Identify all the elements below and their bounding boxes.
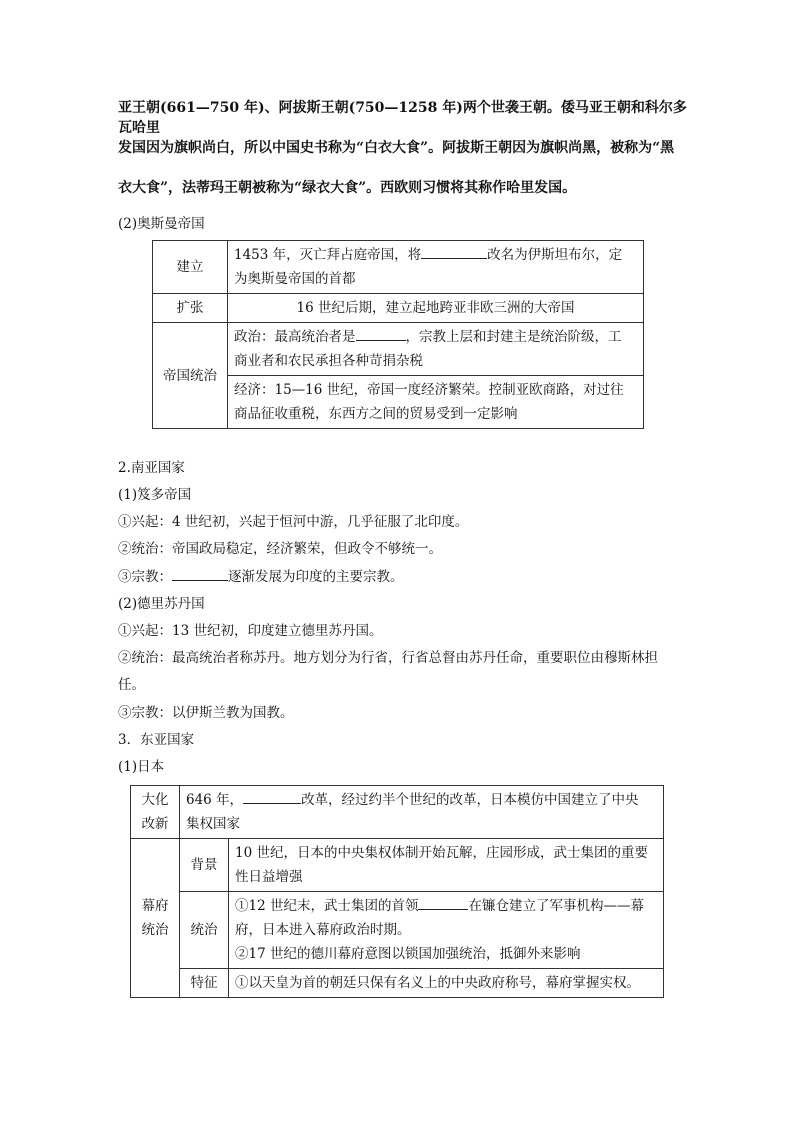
cell-text: 在镰仓建立了军事机构——幕 [468,898,644,914]
delhi-item-1: ①兴起：13 世纪初，印度建立德里苏丹国。 [118,623,383,639]
cell-text: 性日益增强 [235,869,303,885]
intro-line-1: 亚王朝(661—750 年)、阿拔斯王朝(750—1258 年)两个世袭王朝。倭马亚王朝和科尔多瓦哈里 [118,100,687,136]
table-row [131,969,664,998]
fill-blank [356,326,406,341]
table-row [131,892,664,969]
cell-text: 10 世纪，日本的中央集权体制开始瓦解，庄园形成，武士集团的重要 [235,845,648,861]
cell-text: 大化 [141,792,169,808]
japan-table [130,785,664,998]
delhi-item-2b: 任。 [118,677,145,693]
item-text: 逐渐发展为印度的主要宗教。 [228,569,404,585]
cell-text: 府，日本进入幕府政治时期。 [235,922,411,938]
intro-line-2: 发国因为旗帜尚白，所以中国史书称为“白衣大食”。阿拔斯王朝因为旗帜尚黑，被称为“黑 [118,140,675,156]
row-cell-establish [228,241,644,294]
sub-head-feature: 特征 [180,969,229,998]
row-cell-rule [229,892,664,969]
cell-text: 政治：最高统治者是 [234,329,356,345]
intro-line-3: 衣大食”，法蒂玛王朝被称为“绿衣大食”。西欧则习惯将其称作哈里发国。 [118,180,577,196]
east-asia-heading: 3．东亚国家 [118,732,195,748]
sub-head-background: 背景 [180,839,229,892]
table-row [131,786,664,839]
cell-text: ，宗教上层和封建主是统治阶级，工 [405,329,622,345]
fill-blank [418,895,468,910]
delhi-heading: (2)德里苏丹国 [118,596,205,612]
row-cell-politics [228,323,644,376]
cell-text: 经济：15—16 世纪，帝国一度经济繁荣。控制亚欧商路，对过往 [234,382,624,398]
row-cell-background [229,839,664,892]
table-row [131,839,664,892]
cell-text: 为奥斯曼帝国的首都 [234,271,356,287]
row-head-rule: 帝国统治 [153,323,228,429]
table-row [153,241,644,294]
cell-text: 统治 [141,922,169,938]
cell-text: ②17 世纪的德川幕府意图以锁国加强统治，抵御外来影响 [235,946,581,962]
fill-blank [172,566,228,581]
ottoman-heading: (2)奥斯曼帝国 [118,216,205,232]
south-asia-heading: 2.南亚国家 [118,460,185,476]
row-cell-taika [180,786,664,839]
gupta-heading: (1)笈多帝国 [118,487,192,503]
cell-text: 幕府 [141,898,169,914]
row-cell-feature: ①以天皇为首的朝廷只保有名义上的中央政府称号，幕府掌握实权。 [229,969,664,998]
cell-text: 1453 年，灭亡拜占庭帝国，将 [234,247,422,263]
row-head-taika [131,786,180,839]
gupta-item-2: ②统治：帝国政局稳定，经济繁荣，但政令不够统一。 [118,541,442,557]
row-head-expansion: 扩张 [153,294,228,323]
gupta-item-3 [118,566,404,587]
japan-heading: (1)日本 [118,759,165,775]
row-cell-expansion: 16 世纪后期，建立起地跨亚非欧三洲的大帝国 [228,294,644,323]
ottoman-table [152,240,644,429]
cell-text: 改新 [141,816,169,832]
delhi-item-3: ③宗教：以伊斯兰教为国教。 [118,705,294,721]
item-text: ③宗教： [118,569,172,585]
row-head-establish: 建立 [153,241,228,294]
cell-text: 商品征收重税，东西方之间的贸易受到一定影响 [234,406,518,422]
cell-text: ①12 世纪末，武士集团的首领 [235,898,419,914]
row-cell-economy [228,376,644,429]
cell-text: 集权国家 [186,816,240,832]
cell-text: 改革，经过约半个世纪的改革，日本模仿中国建立了中央 [301,792,639,808]
table-row [153,294,644,323]
cell-text: 646 年， [186,792,244,808]
cell-text: 改名为伊斯坦布尔，定 [487,247,623,263]
gupta-item-1: ①兴起：4 世纪初，兴起于恒河中游，几乎征服了北印度。 [118,514,469,530]
fill-blank [243,789,301,804]
row-head-bakufu [131,839,180,998]
table-row [153,323,644,376]
delhi-item-2a: ②统治：最高统治者称苏丹。地方划分为行省，行省总督由苏丹任命，重要职位由穆斯林担 [118,650,658,666]
fill-blank [421,244,487,259]
sub-head-rule: 统治 [180,892,229,969]
cell-text: 商业者和农民承担各种苛捐杂税 [234,353,423,369]
